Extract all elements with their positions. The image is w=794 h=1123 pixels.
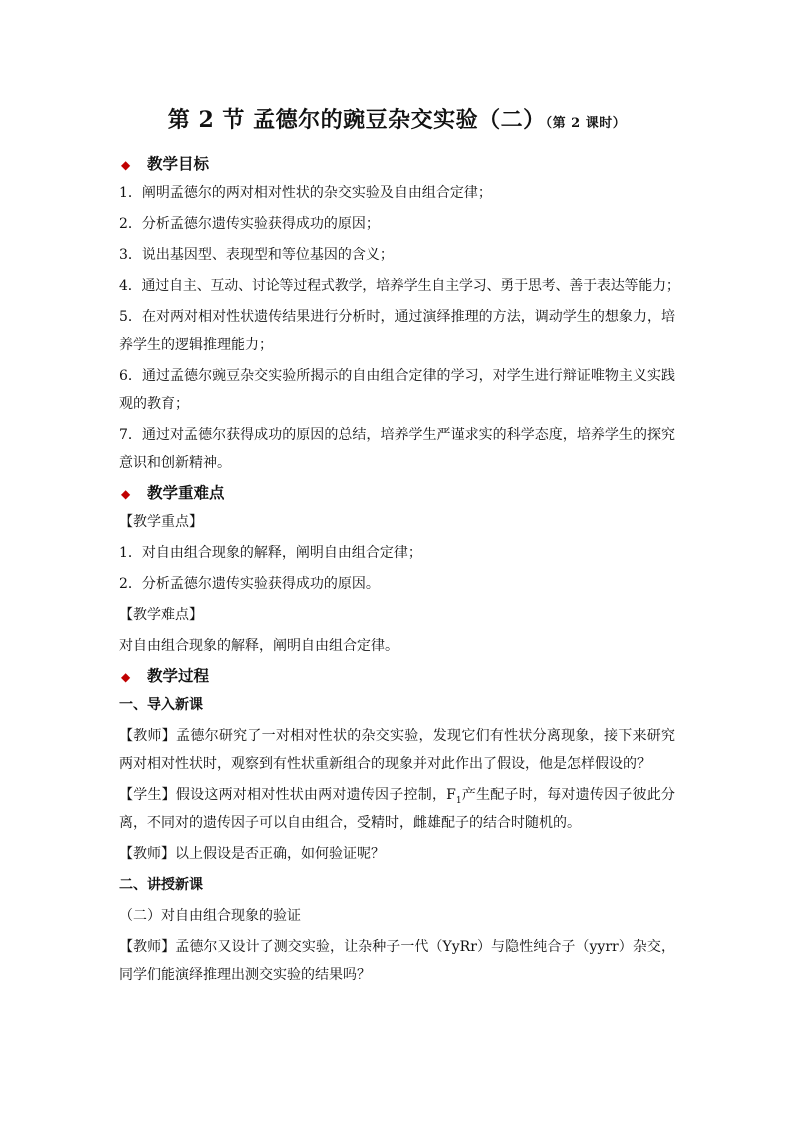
document-body (119, 148, 680, 989)
dialogue-student-1: 【学生】假设这两对相对性状由两对遗传因子控制，$F_1$产生配子时，每对遗传因子彼此分离，不同对的遗传因子可以自由组合，受精时，雌雄配子的结合时随机的。 (119, 787, 675, 831)
section-heading-goals: ◆ 教学目标 (119, 148, 675, 179)
goal-item: 7．通过对孟德尔获得成功的原因的总结，培养学生严谨求实的科学态度，培养学生的探究意识和创新精神。 (119, 427, 675, 471)
goal-item: 3．说出基因型、表现型和等位基因的含义； (119, 247, 394, 263)
focus-item: 2．分析孟德尔遗传实验获得成功的原因。 (119, 576, 380, 592)
section-heading-keypoints: ◆ 教学重难点 (119, 477, 675, 508)
title-main: 第 2 节 孟德尔的豌豆杂交实验（二） (167, 107, 546, 133)
difficulty-text: 对自由组合现象的解释，阐明自由组合定律。 (119, 638, 399, 654)
section-heading-process: ◆ 教学过程 (119, 660, 675, 691)
goal-item: 2．分析孟德尔遗传实验获得成功的原因； (119, 216, 380, 232)
sub-heading-verification: （二）对自由组合现象的验证 (119, 908, 301, 924)
goal-item: 5．在对两对相对性状遗传结果进行分析时，通过演绎推理的方法，调动学生的想象力，培养学生的逻辑推理能力； (119, 309, 675, 353)
dialogue-teacher-1: 【教师】孟德尔研究了一对相对性状的杂交实验，发现它们有性状分离现象，接下来研究两对相对性状时，观察到有性状重新组合的现象并对此作出了假设，他是怎样假设的？ (119, 728, 675, 772)
page-title (0, 103, 794, 134)
goal-item: 1．阐明孟德尔的两对相对性状的杂交实验及自由组合定律； (119, 185, 492, 201)
diamond-bullet-icon: ◆ (121, 670, 131, 684)
goal-item: 6．通过孟德尔豌豆杂交实验所揭示的自由组合定律的学习，对学生进行辩证唯物主义实践观的教育； (119, 368, 675, 412)
focus-label: 【教学重点】 (119, 514, 203, 530)
focus-item: 1．对自由组合现象的解释，阐明自由组合定律； (119, 545, 422, 561)
diamond-bullet-icon: ◆ (121, 158, 131, 172)
difficulty-label: 【教学难点】 (119, 607, 203, 623)
dialogue-teacher-2: 【教师】以上假设是否正确，如何验证呢？ (119, 846, 385, 862)
diamond-bullet-icon: ◆ (121, 487, 131, 501)
part-heading-intro: 一、导入新课 (119, 697, 203, 713)
part-heading-lecture: 二、讲授新课 (119, 877, 203, 893)
dialogue-teacher-3: 【教师】孟德尔又设计了测交实验，让杂种子一代（YyRr）与隐性纯合子（yyrr）杂交，同学们能演绎推理出测交实验的结果吗？ (119, 939, 675, 983)
title-subtitle: （第 2 课时） (545, 116, 627, 131)
goal-item: 4．通过自主、互动、讨论等过程式教学，培养学生自主学习、勇于思考、善于表达等能力； (119, 278, 680, 294)
